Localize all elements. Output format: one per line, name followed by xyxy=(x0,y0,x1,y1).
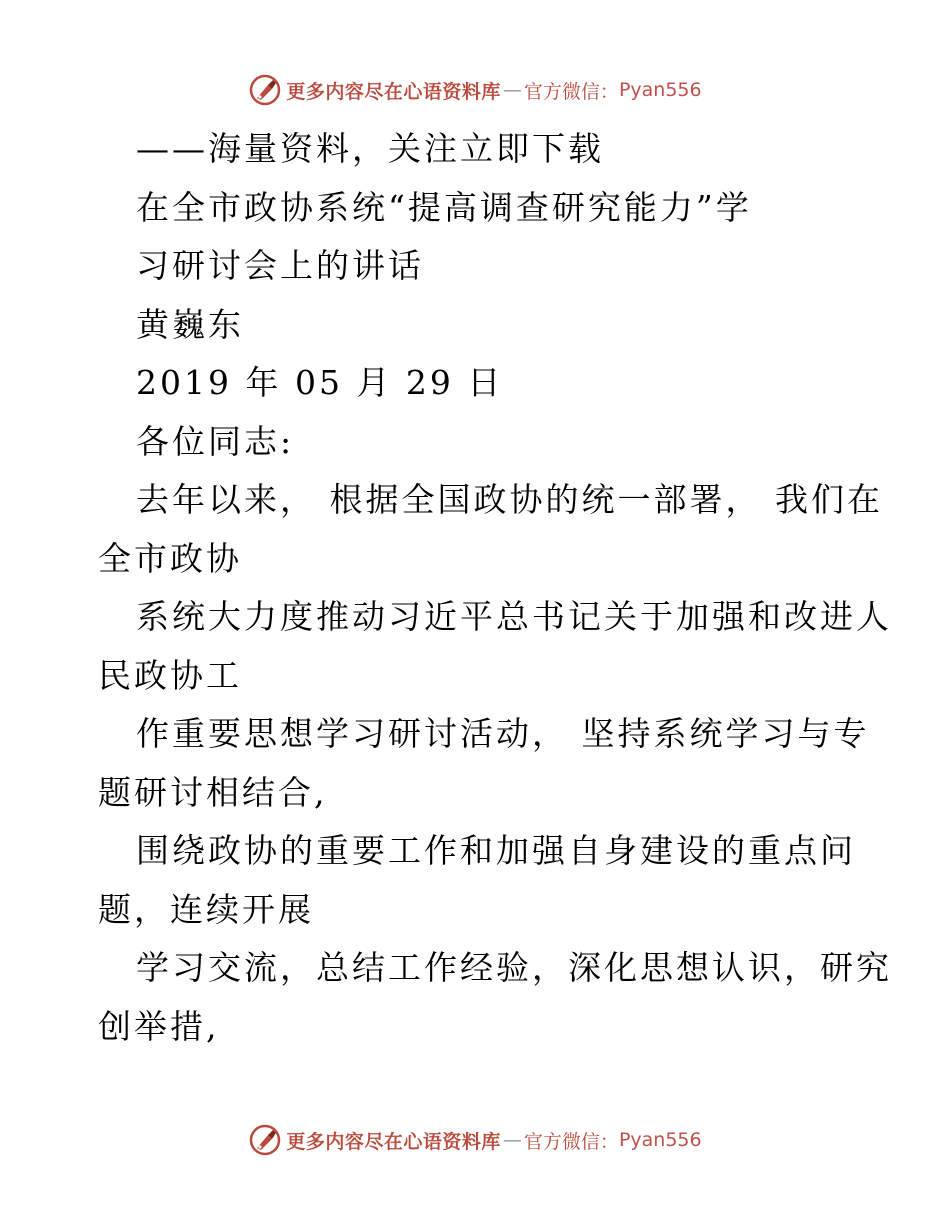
paragraph-line: 学习交流，总结工作经验，深化思想认识，研究 xyxy=(136,948,892,987)
title-line-1: 在全市政协系统“提高调查研究能力”学 xyxy=(136,187,752,227)
document-body xyxy=(98,120,892,1056)
footer-banner xyxy=(0,1120,950,1160)
paragraph-line: 创举措, xyxy=(98,1006,220,1046)
paragraph-line: 作重要思想学习研讨活动， 坚持系统学习与专 xyxy=(136,714,870,753)
banner-wechat-id: Pyan556 xyxy=(618,1129,702,1151)
salutation: 各位同志: xyxy=(136,421,295,461)
paragraph-line: 全市政协 xyxy=(98,538,242,578)
paragraph-line: 去年以来， 根据全国政协的统一部署， 我们在 xyxy=(136,480,883,519)
banner-wechat-id: Pyan556 xyxy=(618,79,702,101)
banner-wechat-label: 官方微信： xyxy=(523,80,619,103)
download-tagline: ——海量资料，关注立即下载 xyxy=(136,129,604,168)
paragraph-line: 系统大力度推动习近平总书记关于加强和改进人 xyxy=(136,597,892,636)
banner-site-text: 更多内容尽在心语资料库 xyxy=(286,80,501,103)
banner-separator: — xyxy=(502,1129,522,1151)
pen-nib-logo-icon xyxy=(248,1123,282,1157)
paragraph-line: 民政协工 xyxy=(98,655,242,695)
banner-separator: — xyxy=(502,79,522,101)
title-line-2: 习研讨会上的讲话 xyxy=(136,246,424,285)
banner-site-text: 更多内容尽在心语资料库 xyxy=(286,1130,501,1153)
paragraph-line: 题，连续开展 xyxy=(98,889,314,929)
author: 黄巍东 xyxy=(136,304,244,344)
banner-wechat-label: 官方微信： xyxy=(523,1130,619,1153)
pen-nib-logo-icon xyxy=(248,73,282,107)
paragraph-line: 题研讨相结合, xyxy=(98,772,328,812)
date: 2019 年 05 月 29 日 xyxy=(136,363,504,402)
header-banner xyxy=(0,70,950,110)
paragraph-line: 围绕政协的重要工作和加强自身建设的重点问 xyxy=(136,831,856,870)
